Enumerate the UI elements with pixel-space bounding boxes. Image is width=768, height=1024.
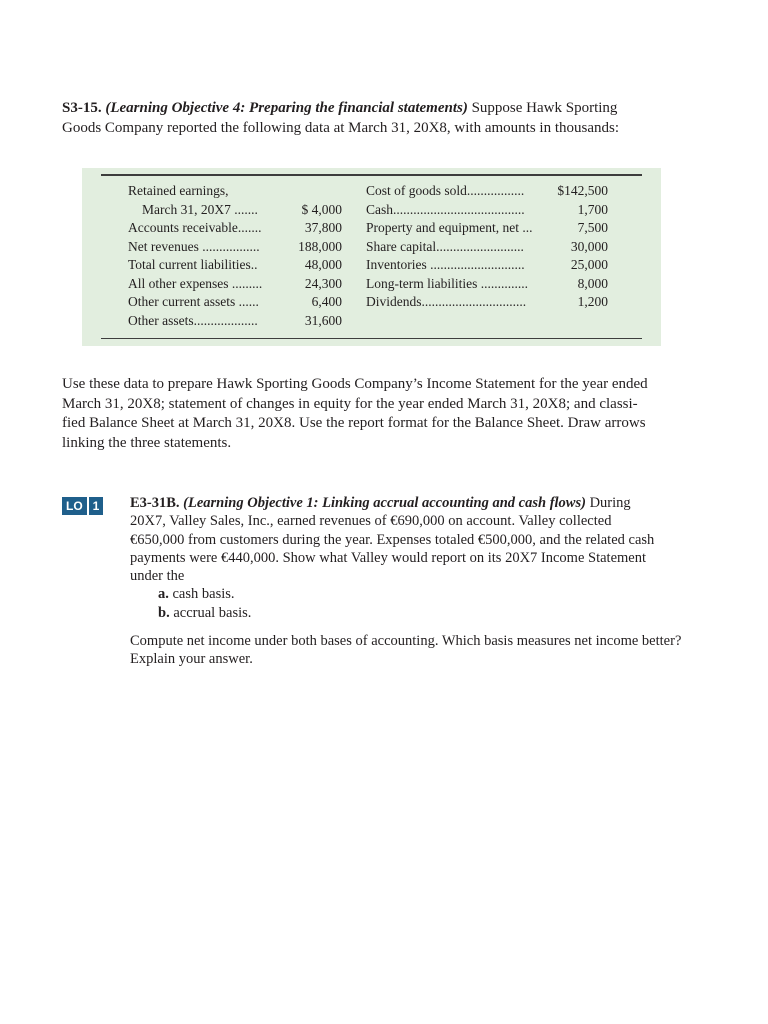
table-top-rule	[101, 174, 642, 176]
table-value: 37,800	[304, 220, 342, 235]
table-value: 25,000	[570, 257, 608, 272]
instructions-paragraph	[62, 375, 682, 453]
table-value: $ 4,000	[301, 201, 342, 217]
paragraph-line: linking the three statements.	[62, 434, 232, 451]
lo-label: LO	[62, 497, 87, 515]
learning-objective-badge	[62, 497, 103, 515]
paragraph-line: Use these data to prepare Hawk Sporting Goods Company’s Income Statement for the year ended	[62, 376, 648, 392]
list-item	[130, 604, 702, 622]
exercise-line: under the	[130, 568, 185, 585]
lo-number: 1	[89, 497, 104, 515]
table-label: Cost of goods sold.................	[366, 183, 525, 198]
table-label: Other current assets ......	[128, 294, 259, 309]
item-letter: b.	[158, 604, 170, 621]
table-value: 8,000	[577, 275, 608, 291]
table-value: 1,700	[577, 201, 608, 217]
table-value: 31,600	[304, 312, 342, 328]
table-value: 188,000	[298, 238, 342, 254]
compute-paragraph	[130, 632, 702, 669]
table-label: Property and equipment, net ...	[366, 220, 533, 235]
list-item	[130, 585, 702, 603]
table-bottom-rule	[101, 338, 642, 339]
item-text: cash basis.	[172, 586, 235, 603]
table-value	[282, 182, 342, 201]
exercise-e3-31b	[130, 494, 702, 669]
table-label: Retained earnings,	[128, 183, 229, 198]
table-value: 48,000	[304, 257, 342, 272]
right-labels-column	[366, 182, 536, 312]
table-value: 24,300	[304, 275, 342, 291]
learning-objective: (Learning Objective 1: Linking accrual accounting and cash flows)	[183, 495, 586, 511]
exercise-line: Compute net income under both bases of accounting. Which basis measures net income better?	[130, 633, 682, 650]
exercise-code: E3-31B.	[130, 495, 180, 511]
exercise-line: 20X7, Valley Sales, Inc., earned revenues of €690,000 on account. Valley collected	[130, 513, 612, 530]
intro-text: Suppose Hawk Sporting	[471, 100, 618, 116]
table-label: Accounts receivable.......	[128, 220, 262, 235]
table-label: Cash.......................................	[366, 201, 525, 217]
table-value: 1,200	[577, 294, 608, 309]
table-value: 6,400	[311, 294, 342, 309]
learning-objective: (Learning Objective 4: Preparing the financial statements)	[105, 100, 468, 116]
table-label: Dividends...............................	[366, 294, 527, 309]
data-table	[82, 168, 661, 346]
table-label: Other assets...................	[128, 312, 258, 328]
exercise-code: S3-15.	[62, 100, 102, 116]
left-values-column	[282, 182, 342, 330]
paragraph-line: March 31, 20X8; statement of changes in equity for the year ended March 31, 20X8; and classi-	[62, 395, 638, 412]
table-label: All other expenses .........	[128, 275, 263, 291]
table-label: March 31, 20X7 .......	[142, 201, 258, 217]
table-value: $142,500	[557, 183, 608, 198]
exercise-text: During	[589, 495, 631, 511]
table-label: Long-term liabilities ..............	[366, 275, 528, 291]
paragraph-line: fied Balance Sheet at March 31, 20X8. Use the report format for the Balance Sheet. Draw arrows	[62, 415, 646, 431]
table-value: 30,000	[570, 238, 608, 254]
left-labels-column	[128, 182, 268, 330]
exercise-line: Explain your answer.	[130, 651, 253, 668]
exercise-line: payments were €440,000. Show what Valley would report on its 20X7 Income Statement	[130, 549, 647, 566]
table-label: Total current liabilities..	[128, 257, 258, 272]
exercise-line: €650,000 from customers during the year. Expenses totaled €500,000, and the related cash	[130, 531, 655, 548]
s3-15-line-1	[62, 99, 682, 119]
item-letter: a.	[158, 586, 169, 603]
table-label: Share capital..........................	[366, 238, 524, 254]
table-label: Inventories ............................	[366, 257, 525, 272]
right-values-column	[544, 182, 608, 312]
table-label: Net revenues .................	[128, 238, 260, 254]
item-text: accrual basis.	[173, 604, 252, 621]
table-value: 7,500	[577, 220, 608, 235]
e3-31b-line-1	[130, 494, 702, 512]
exercise-s3-15	[62, 99, 682, 138]
s3-15-line-2: Goods Company reported the following data at March 31, 20X8, with amounts in thousands:	[62, 119, 619, 136]
